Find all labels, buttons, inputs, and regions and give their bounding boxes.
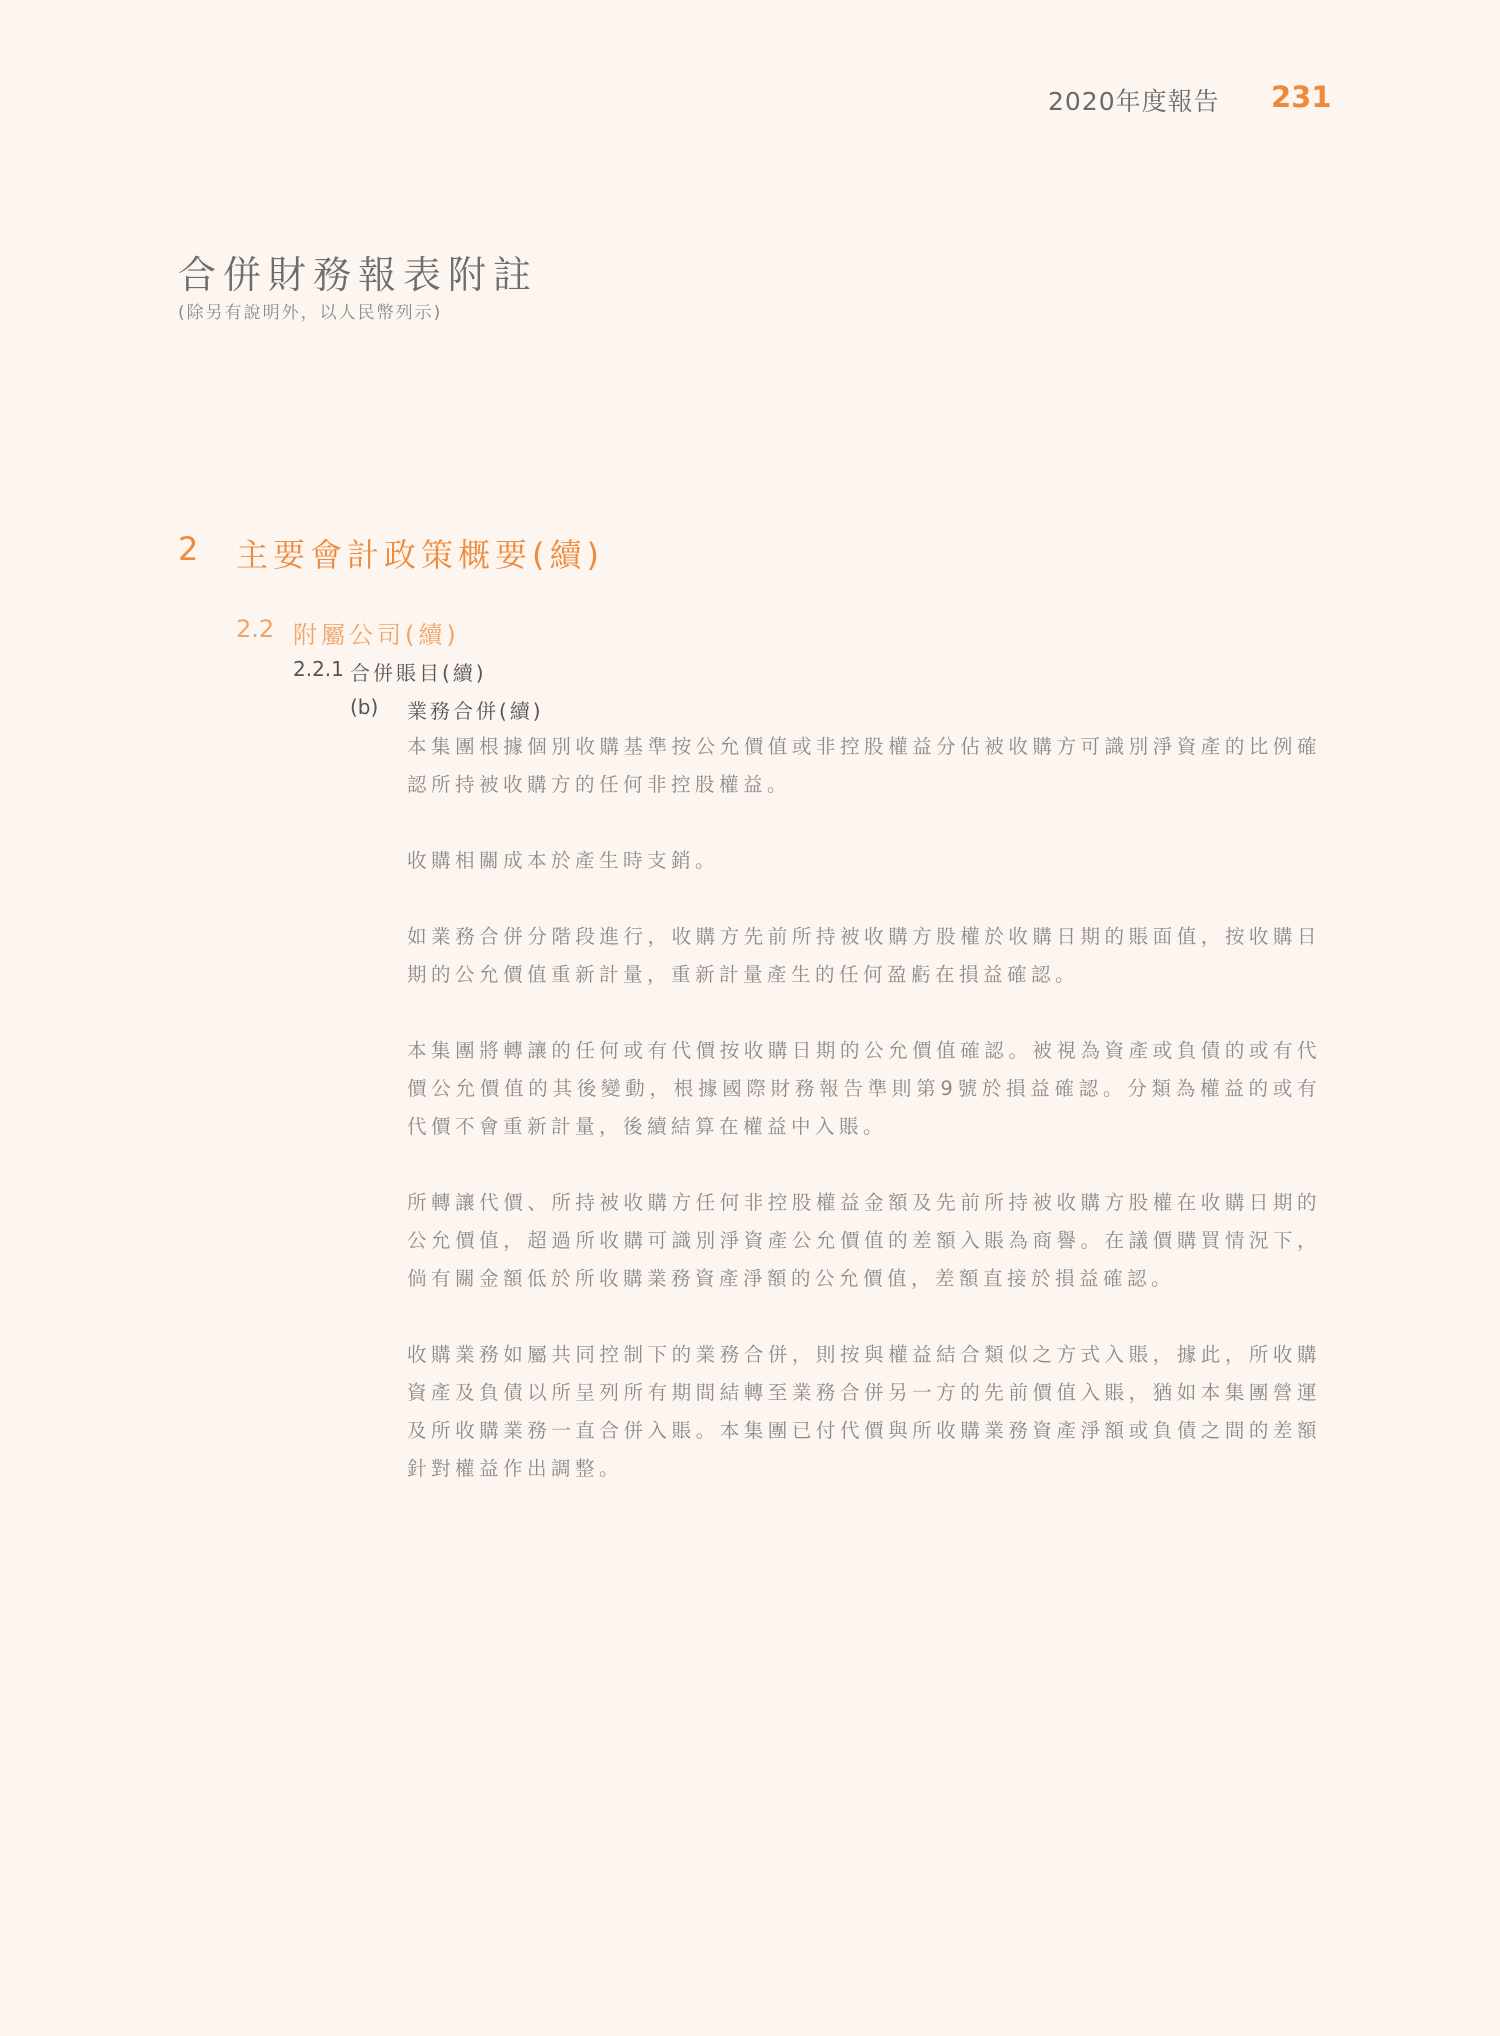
- item-label: (b): [350, 695, 379, 719]
- document-title: 合併財務報表附註: [178, 253, 539, 297]
- section-title: 主要會計政策概要(續): [236, 536, 604, 574]
- paragraph: 收購業務如屬共同控制下的業務合併，則按與權益結合類似之方式入賬，據此，所收購資產及負債以所呈列所有期間結轉至業務合併另一方的先前價值入賬，猶如本集團營運及所收購業務一直合併入賬。本集團已付代價與所收購業務資產淨額或負債之間的差額針對權益作出調整。: [407, 1343, 1321, 1480]
- subsection-number: 2.2: [236, 615, 275, 643]
- report-year-label: 2020年度報告: [1048, 87, 1220, 116]
- body-text: [407, 728, 1321, 1526]
- paragraph: 收購相關成本於產生時支銷。: [407, 849, 720, 872]
- page-number: 231: [1271, 80, 1332, 114]
- paragraph: 本集團將轉讓的任何或有代價按收購日期的公允價值確認。被視為資產或負債的或有代價公允價值的其後變動，根據國際財務報告準則第9號於損益確認。分類為權益的或有代價不會重新計量，後續結算在權益中入賬。: [407, 1039, 1321, 1138]
- subsubsection-title: 合併賬目(續): [350, 661, 487, 685]
- subsubsection-number: 2.2.1: [293, 657, 344, 681]
- paragraph: 所轉讓代價、所持被收購方任何非控股權益金額及先前所持被收購方股權在收購日期的公允價值，超過所收購可識別淨資產公允價值的差額入賬為商譽。在議價購買情況下，倘有關金額低於所收購業務資產淨額的公允價值，差額直接於損益確認。: [407, 1191, 1321, 1290]
- document-subtitle: (除另有說明外，以人民幣列示): [178, 303, 443, 323]
- paragraph: 如業務合併分階段進行，收購方先前所持被收購方股權於收購日期的賬面值，按收購日期的公允價值重新計量，重新計量產生的任何盈虧在損益確認。: [407, 925, 1321, 986]
- subsection-title: 附屬公司(續): [293, 621, 460, 649]
- section-number: 2: [178, 530, 199, 568]
- paragraph: 本集團根據個別收購基準按公允價值或非控股權益分佔被收購方可識別淨資產的比例確認所持被收購方的任何非控股權益。: [407, 735, 1321, 796]
- item-title: 業務合併(續): [407, 699, 544, 723]
